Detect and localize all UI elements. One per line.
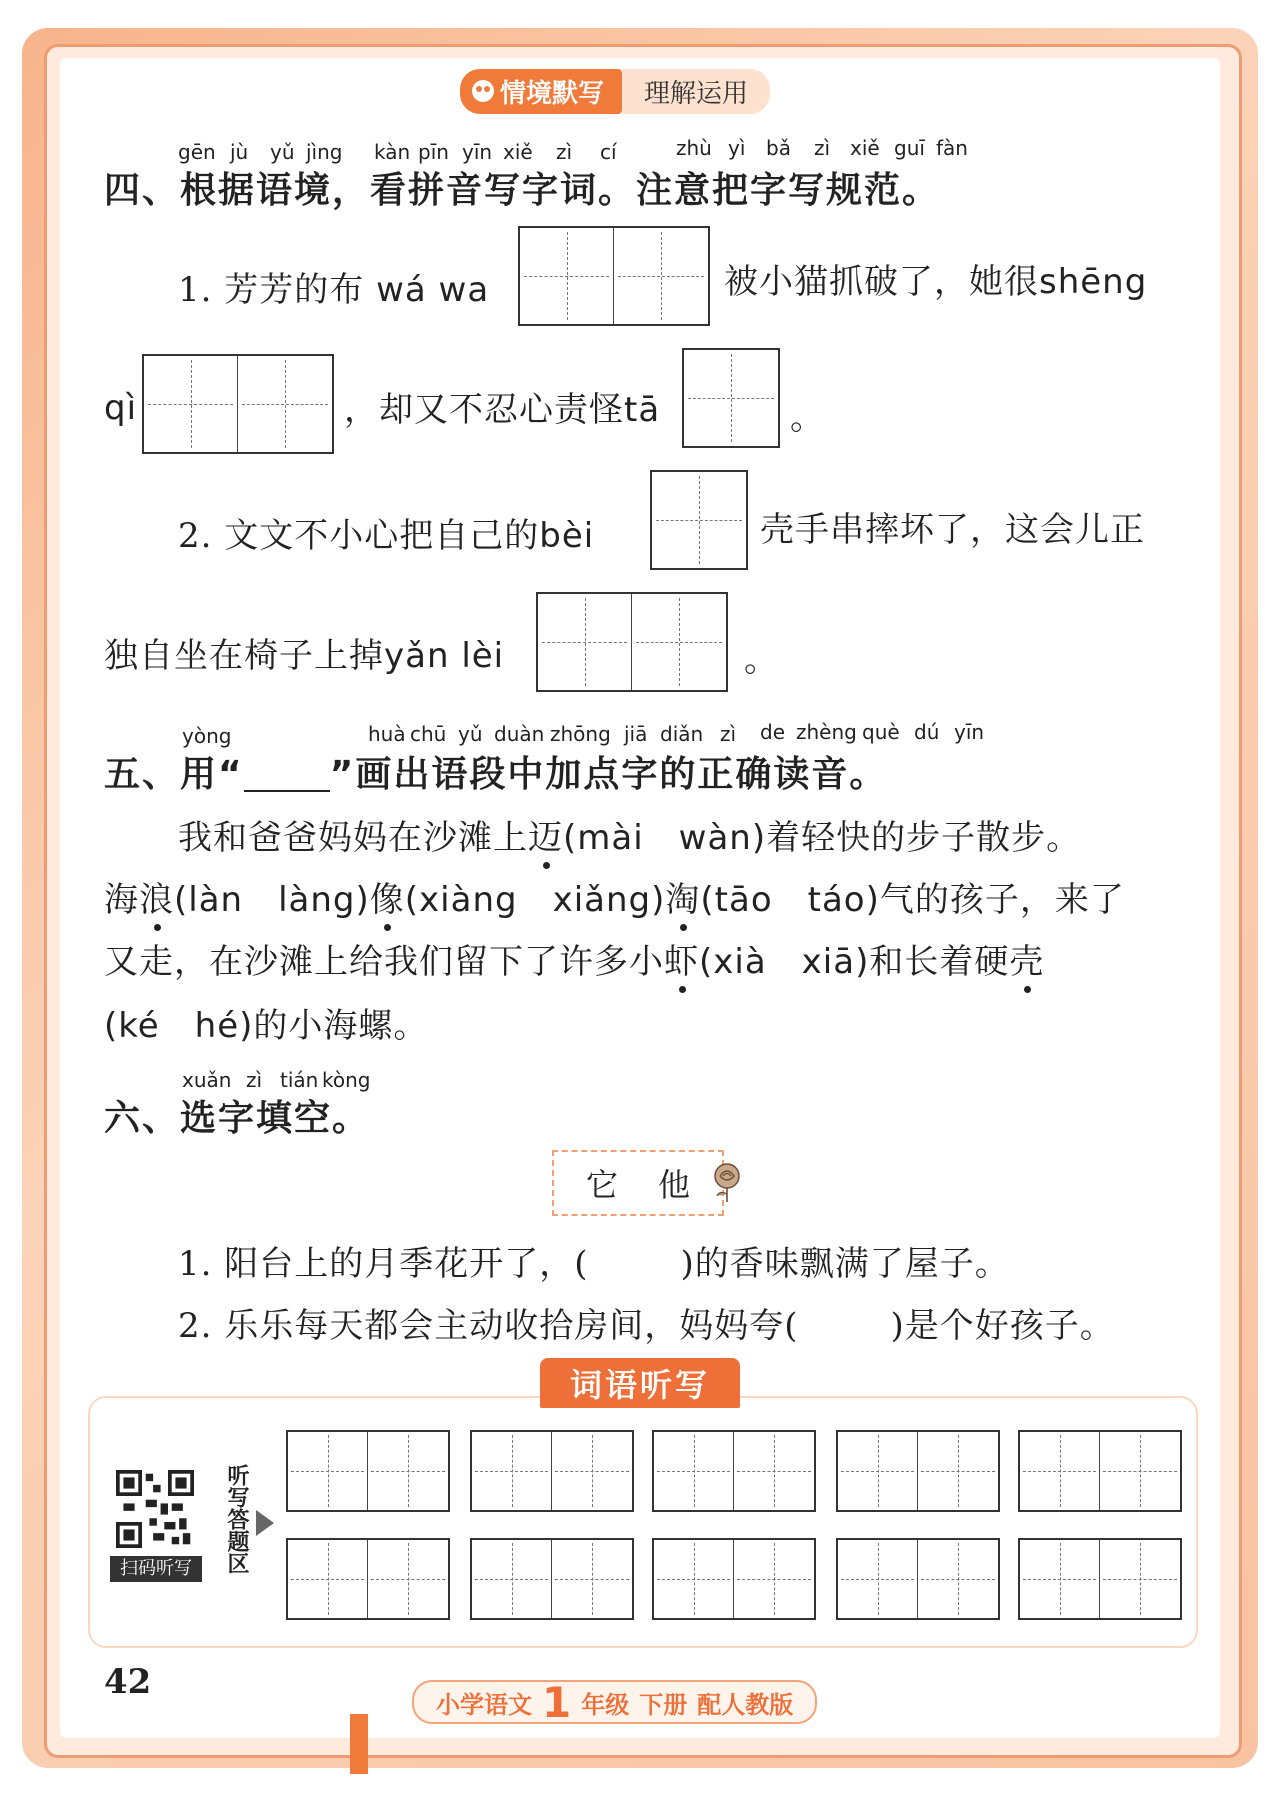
pinyin: pīn: [418, 140, 449, 164]
q5-para-line4: (ké hé)的小海螺。: [104, 1006, 429, 1046]
text: ”画出语段中加点字的正确读音。: [329, 754, 888, 795]
dictation-box[interactable]: [836, 1538, 1000, 1620]
writing-cell[interactable]: [654, 1540, 734, 1618]
footer-book-info: [412, 1677, 817, 1727]
rose-icon: [710, 1160, 744, 1204]
bookmark-ribbon: [350, 1714, 368, 1774]
pinyin: zì: [814, 136, 831, 160]
q4-line3-after: 壳手串摔坏了，这会儿正: [760, 510, 1145, 550]
pinyin: xiě: [850, 136, 880, 160]
q5-para-line3: [104, 934, 1044, 983]
pinyin: gēn: [178, 140, 216, 164]
pinyin: dú: [914, 720, 940, 744]
page-number: 42: [104, 1662, 152, 1702]
writing-cell[interactable]: [552, 1432, 632, 1510]
dictation-box[interactable]: [1018, 1538, 1182, 1620]
q4-heading: 四、根据语境，看拼音写字词。注意把字写规范。: [104, 170, 941, 211]
pinyin-prompt: yǎn lèi: [384, 636, 505, 676]
answer-box-yanlei[interactable]: [536, 592, 728, 692]
answer-box-wawa[interactable]: [518, 226, 710, 326]
pinyin: kòng: [322, 1068, 371, 1092]
q6-sentence2: [178, 1298, 1115, 1347]
pinyin: duàn: [494, 722, 545, 746]
pinyin-prompt-qi: qì: [104, 388, 138, 428]
pinyin-prompt: wá wa: [376, 270, 490, 310]
text: 又走，在沙滩上给我们留下了许多小: [104, 942, 664, 982]
dotted-char: 迈: [528, 810, 563, 859]
writing-cell[interactable]: [1100, 1432, 1180, 1510]
q4-line4-before: [104, 628, 504, 677]
pinyin: zhù: [676, 136, 712, 160]
writing-cell[interactable]: [1100, 1540, 1180, 1618]
pinyin: zì: [720, 722, 737, 746]
text: (mài wàn)着轻快的步子散步。: [563, 818, 1082, 858]
pinyin: tián: [280, 1068, 319, 1092]
writing-cell[interactable]: [1020, 1540, 1100, 1618]
dictation-box[interactable]: [652, 1538, 816, 1620]
footer-grade-number: 1: [542, 1677, 572, 1727]
pinyin: yì: [728, 136, 746, 160]
text: 被小猫抓破了，她很: [724, 262, 1039, 302]
writing-cell[interactable]: [368, 1432, 448, 1510]
dictation-box[interactable]: [470, 1430, 634, 1512]
text: 独自坐在椅子上掉: [104, 636, 384, 676]
section-tag-main: [460, 69, 622, 114]
footer-edition: 配人教版: [697, 1690, 794, 1719]
pinyin: bǎ: [766, 136, 791, 160]
section-tag-main-label: 情境默写: [500, 78, 605, 109]
text: 海: [104, 880, 139, 920]
q4-line2-mid: [344, 382, 660, 431]
pinyin: zhōng: [550, 722, 611, 746]
dictation-side-label: 听写答题区: [224, 1464, 249, 1574]
pinyin-prompt: tā: [624, 390, 661, 430]
pinyin: zì: [556, 140, 573, 164]
pinyin: cí: [600, 140, 617, 164]
text: 五、用“: [104, 754, 244, 795]
pinyin: jù: [230, 140, 249, 164]
writing-cell[interactable]: [552, 1540, 632, 1618]
word-choice-box: [552, 1150, 724, 1216]
text: (xiàng xiǎng): [404, 880, 666, 920]
writing-cell[interactable]: [684, 350, 778, 446]
text: 1. 阳台上的月季花开了，(: [178, 1244, 589, 1284]
writing-cell[interactable]: [238, 356, 332, 452]
dictation-box[interactable]: [470, 1538, 634, 1620]
text: 2. 乐乐每天都会主动收拾房间，妈妈夸(: [178, 1306, 799, 1346]
dotted-char: 浪: [139, 872, 174, 921]
pinyin: kàn: [374, 140, 411, 164]
writing-cell[interactable]: [368, 1540, 448, 1618]
pinyin: zì: [246, 1068, 263, 1092]
pinyin: diǎn: [660, 722, 704, 746]
choice-word: 它: [585, 1166, 618, 1204]
writing-cell[interactable]: [288, 1540, 368, 1618]
footer-subject: 小学语文: [436, 1690, 532, 1719]
owl-icon: [472, 80, 494, 102]
dotted-char: 壳: [1009, 934, 1044, 983]
dictation-box[interactable]: [286, 1430, 450, 1512]
writing-cell[interactable]: [288, 1432, 368, 1510]
pinyin: huà: [368, 722, 406, 746]
pinyin: chū: [410, 722, 447, 746]
text: 我和爸爸妈妈在沙滩上: [178, 818, 528, 858]
pinyin: guī: [894, 136, 925, 160]
text: )是个好孩子。: [890, 1306, 1115, 1346]
text: (làn làng): [174, 880, 370, 920]
answer-box-ta[interactable]: [682, 348, 780, 448]
dotted-char: 像: [370, 872, 405, 921]
pinyin: jìng: [306, 140, 343, 164]
dictation-box[interactable]: [286, 1538, 450, 1620]
period: 。: [744, 640, 779, 680]
text: 2. 文文不小心把自己的: [178, 516, 540, 556]
q4-line3-before: [178, 508, 594, 557]
writing-cell[interactable]: [734, 1540, 814, 1618]
pinyin: què: [862, 720, 900, 744]
dotted-char: 虾: [664, 934, 699, 983]
writing-cell[interactable]: [144, 356, 238, 452]
text: )的香味飘满了屋子。: [680, 1244, 1010, 1284]
answer-box-bei[interactable]: [650, 470, 748, 570]
pinyin: yǔ: [270, 140, 295, 164]
writing-cell[interactable]: [520, 228, 614, 324]
pinyin: yīn: [462, 140, 493, 164]
q4-line1-before: [178, 262, 489, 311]
dictation-box[interactable]: [1018, 1430, 1182, 1512]
pinyin: yǔ: [458, 722, 483, 746]
q5-heading: [104, 746, 887, 797]
writing-cell[interactable]: [838, 1540, 918, 1618]
qr-label: 扫码听写: [110, 1556, 202, 1582]
writing-cell[interactable]: [838, 1432, 918, 1510]
text: (xià xiā)和长着硬: [699, 942, 1010, 982]
footer-grade: 年级: [581, 1690, 630, 1719]
underline-sample: [244, 760, 330, 792]
writing-cell[interactable]: [652, 472, 746, 568]
writing-cell[interactable]: [614, 228, 708, 324]
qr-code-icon[interactable]: [116, 1470, 194, 1548]
pinyin: fàn: [936, 136, 968, 160]
q6-heading: 六、选字填空。: [104, 1098, 371, 1139]
pinyin: xuǎn: [182, 1068, 232, 1092]
pinyin: zhèng: [796, 720, 857, 744]
q5-para-line2: [104, 872, 1125, 921]
q4-line1-after: [724, 254, 1147, 303]
answer-box-shengqi[interactable]: [142, 354, 334, 454]
writing-cell[interactable]: [472, 1432, 552, 1510]
pinyin: yòng: [182, 724, 232, 748]
text: ，却又不忍心责怪: [344, 390, 624, 430]
q5-para-line1: [178, 810, 1081, 859]
section-tag: [460, 72, 770, 110]
dictation-banner: 词语听写: [540, 1358, 740, 1408]
writing-cell[interactable]: [632, 594, 726, 690]
writing-cell[interactable]: [734, 1432, 814, 1510]
pinyin-prompt: shēng: [1039, 262, 1148, 302]
q6-sentence1: [178, 1236, 1010, 1285]
writing-cell[interactable]: [472, 1540, 552, 1618]
pinyin: jiā: [624, 722, 648, 746]
dotted-char: 淘: [665, 872, 700, 921]
writing-cell[interactable]: [654, 1432, 734, 1510]
period: 。: [790, 398, 825, 438]
choice-word: 他: [658, 1166, 691, 1204]
section-tag-sub: 理解运用: [622, 69, 770, 114]
writing-cell[interactable]: [918, 1432, 998, 1510]
dictation-box[interactable]: [652, 1430, 816, 1512]
arrow-right-icon: [256, 1510, 274, 1536]
pinyin: xiě: [503, 140, 533, 164]
pinyin-prompt: bèi: [539, 516, 595, 556]
text: (tāo táo)气的孩子，来了: [700, 880, 1125, 920]
pinyin: yīn: [954, 720, 985, 744]
pinyin: de: [760, 720, 785, 744]
writing-cell[interactable]: [918, 1540, 998, 1618]
writing-cell[interactable]: [1020, 1432, 1100, 1510]
dictation-box[interactable]: [836, 1430, 1000, 1512]
text: 1. 芳芳的布: [178, 270, 365, 310]
writing-cell[interactable]: [538, 594, 632, 690]
footer-volume: 下册: [639, 1690, 688, 1719]
